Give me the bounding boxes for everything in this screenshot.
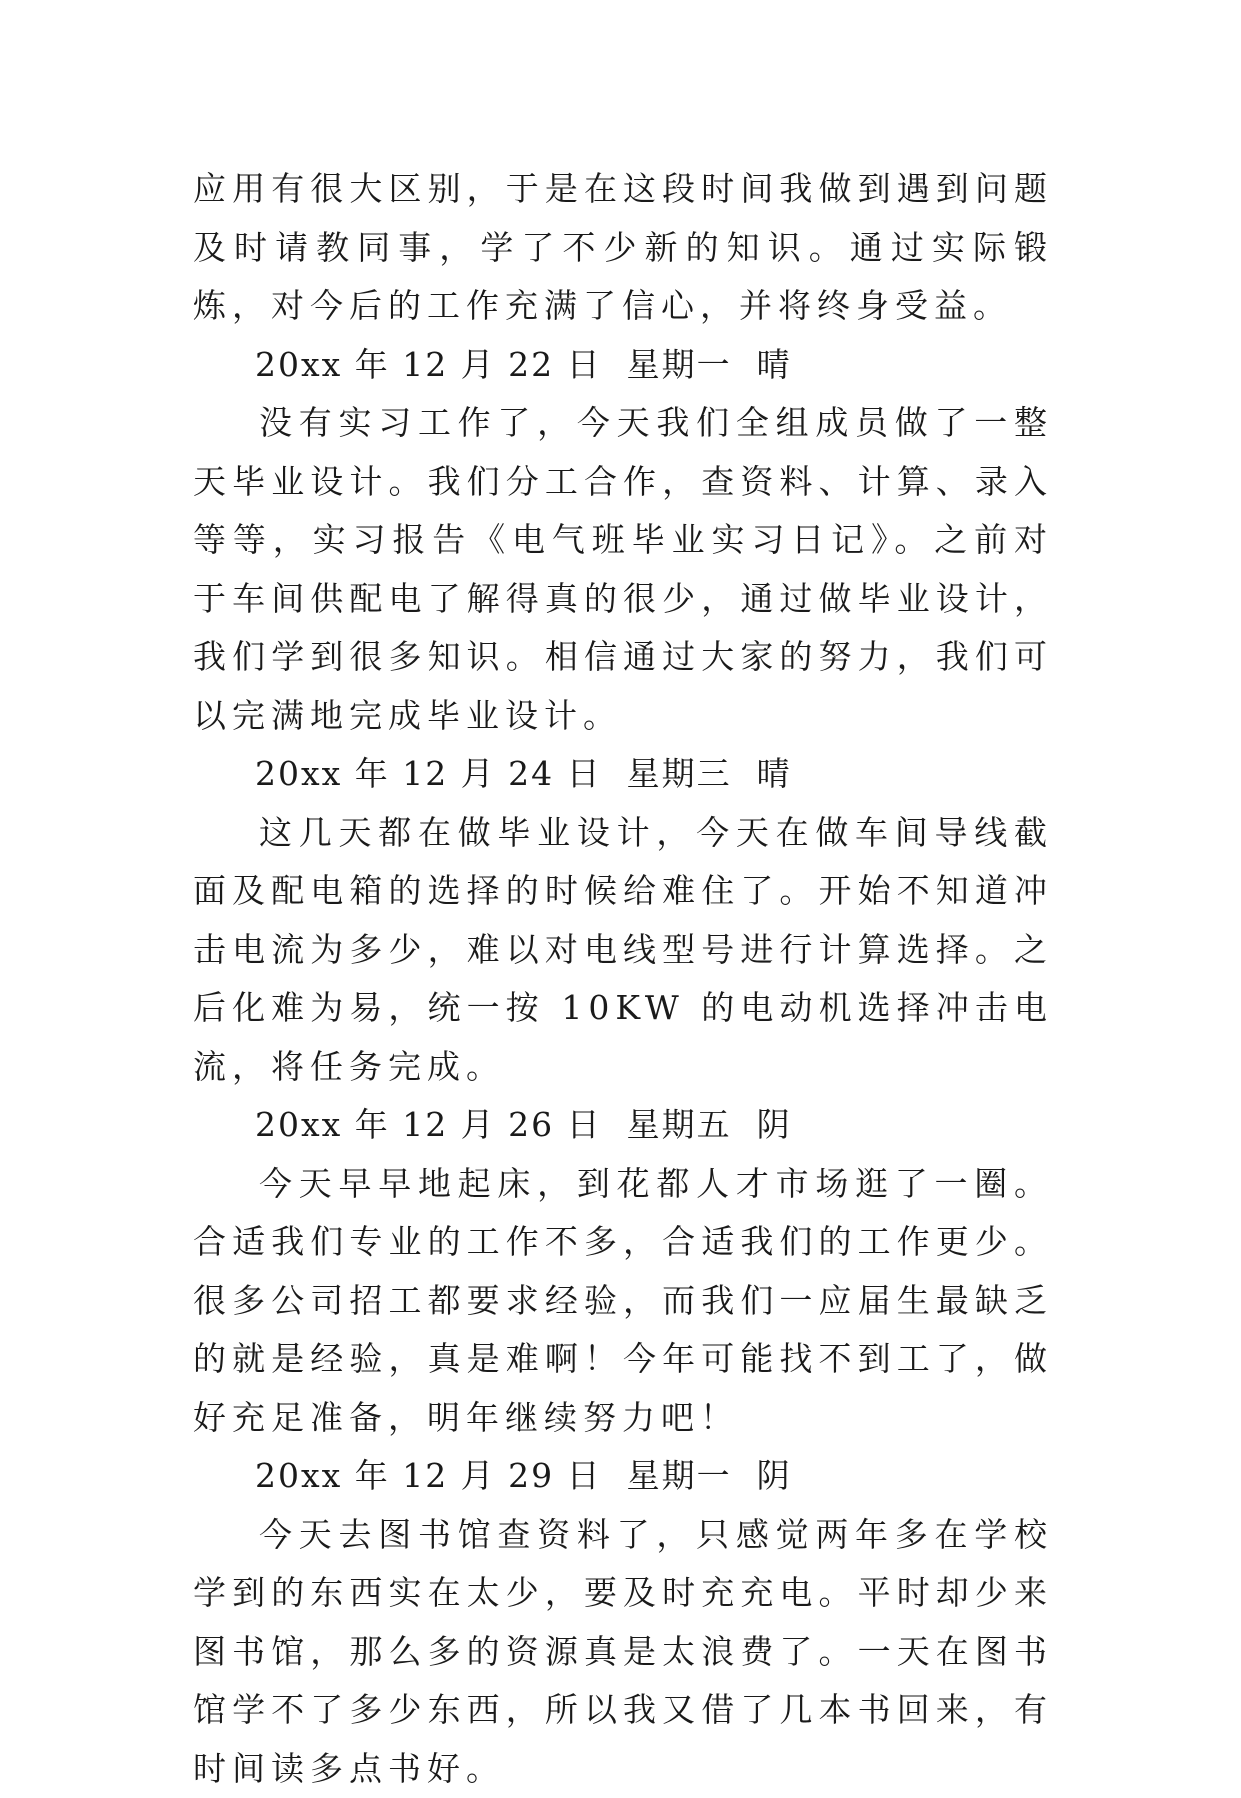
- paragraph-1224: 这几天都在做毕业设计，今天在做车间导线截面及配电箱的选择的时候给难住了。开始不知道冲击电流为多少，难以对电线型号进行计算选择。之后化难为易，统一按 10KW 的电动机选择冲击电流，将任务完成。: [193, 804, 1053, 1097]
- paragraph-1222: 没有实习工作了，今天我们全组成员做了一整天毕业设计。我们分工合作，查资料、计算、录入等等，实习报告《电气班毕业实习日记》。之前对于车间供配电了解得真的很少，通过做毕业设计，我们学到很多知识。相信通过大家的努力，我们可以完满地完成毕业设计。: [193, 394, 1053, 745]
- diary-date-1224: 20xx 年 12 月 24 日 星期三 晴: [193, 745, 1053, 804]
- paragraph-continued: 应用有很大区别，于是在这段时间我做到遇到问题及时请教同事，学了不少新的知识。通过实际锻炼，对今后的工作充满了信心，并将终身受益。: [193, 160, 1053, 336]
- diary-date-1226: 20xx 年 12 月 26 日 星期五 阴: [193, 1096, 1053, 1155]
- diary-date-1229: 20xx 年 12 月 29 日 星期一 阴: [193, 1447, 1053, 1506]
- diary-date-1222: 20xx 年 12 月 22 日 星期一 晴: [193, 336, 1053, 395]
- paragraph-1229: 今天去图书馆查资料了，只感觉两年多在学校学到的东西实在太少，要及时充充电。平时却少来图书馆，那么多的资源真是太浪费了。一天在图书馆学不了多少东西，所以我又借了几本书回来，有时间读多点书好。: [193, 1506, 1053, 1798]
- paragraph-1226: 今天早早地起床，到花都人才市场逛了一圈。合适我们专业的工作不多，合适我们的工作更少。很多公司招工都要求经验，而我们一应届生最缺乏的就是经验，真是难啊！今年可能找不到工了，做好充足准备，明年继续努力吧！: [193, 1155, 1053, 1448]
- document-body: [193, 160, 1053, 1798]
